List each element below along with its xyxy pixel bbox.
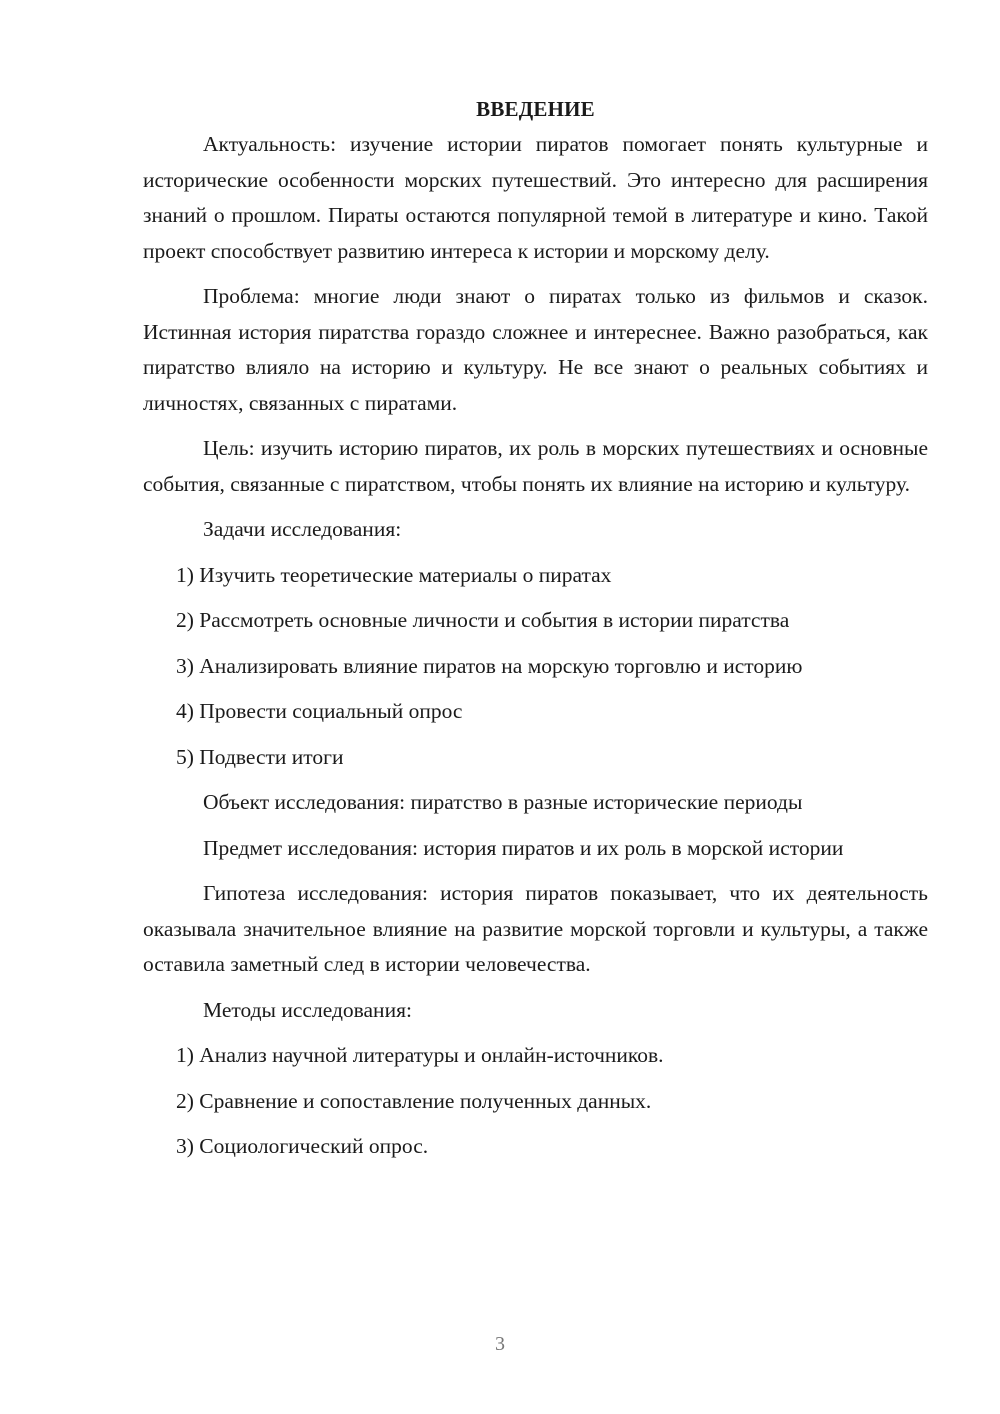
object-paragraph: Объект исследования: пиратство в разные исторические периоды bbox=[203, 790, 803, 814]
spacer bbox=[143, 1119, 928, 1129]
spacer bbox=[143, 421, 928, 431]
goal-paragraph: Цель: изучить историю пиратов, их роль в морских путешествиях и основные события, связанные с пиратством, чтобы понять их влияние на историю и культуру. bbox=[143, 436, 928, 496]
task-item: 2) Рассмотреть основные личности и события в истории пиратства bbox=[176, 608, 790, 632]
spacer bbox=[143, 1028, 928, 1038]
method-item: 2) Сравнение и сопоставление полученных данных. bbox=[176, 1088, 652, 1113]
spacer bbox=[143, 775, 928, 785]
spacer bbox=[143, 866, 928, 876]
task-item: 4) Провести социальный опрос bbox=[176, 699, 463, 723]
relevance-paragraph: Актуальность: изучение истории пиратов помогает понять культурные и исторические особенности морских путешествий. Это интересно для расширения знаний о прошлом. Пираты остаются популярной темой в литературе и кино. Такой проект способствует развитию интереса к истории и морскому делу. bbox=[143, 132, 928, 263]
task-item: 3) Анализировать влияние пиратов на морскую торговлю и историю bbox=[176, 653, 803, 678]
task-item: 5) Подвести итоги bbox=[176, 744, 344, 769]
methods-heading: Методы исследования: bbox=[203, 997, 412, 1022]
problem-paragraph: Проблема: многие люди знают о пиратах только из фильмов и сказок. Истинная история пиратства гораздо сложнее и интереснее. Важно разобраться, как пиратство влияло на историю и культуру. Не все знают о реальных событиях и личностях, связанных с пиратами. bbox=[143, 284, 928, 415]
hypothesis-paragraph: Гипотеза исследования: история пиратов показывает, что их деятельность оказывала значительное влияние на развитие морской торговли и культуры, а также оставила заметный след в истории человечества. bbox=[143, 881, 928, 976]
page-number: 3 bbox=[495, 1333, 505, 1355]
subject-paragraph: Предмет исследования: история пиратов и их роль в морской истории bbox=[203, 835, 844, 860]
spacer bbox=[143, 684, 928, 694]
tasks-heading: Задачи исследования: bbox=[203, 517, 402, 541]
spacer bbox=[143, 548, 928, 558]
spacer bbox=[143, 1074, 928, 1084]
spacer bbox=[143, 983, 928, 993]
method-item: 1) Анализ научной литературы и онлайн-источников. bbox=[176, 1043, 664, 1067]
spacer bbox=[143, 502, 928, 512]
document-title: ВВЕДЕНИЕ bbox=[476, 97, 595, 121]
spacer bbox=[143, 593, 928, 603]
spacer bbox=[143, 269, 928, 279]
method-item: 3) Социологический опрос. bbox=[176, 1134, 429, 1158]
spacer bbox=[143, 730, 928, 740]
spacer bbox=[143, 821, 928, 831]
document-page bbox=[143, 92, 928, 1165]
task-item: 1) Изучить теоретические материалы о пиратах bbox=[176, 562, 612, 587]
spacer bbox=[143, 639, 928, 649]
